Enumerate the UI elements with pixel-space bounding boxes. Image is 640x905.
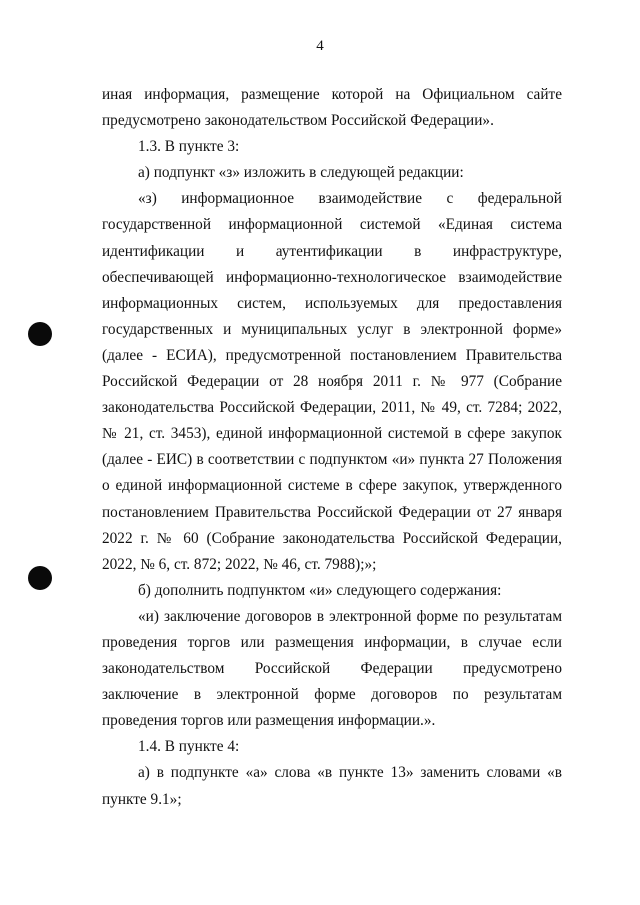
paragraph-quoted-i: «и) заключение договоров в электронной форме по результатам проведения торгов или размещения информации, в случае если законодательством Российской Федерации предусмотрено заключение в электронной форме договоров по результатам проведения торгов или размещения информации.». <box>102 607 562 730</box>
paragraph-section-1-3: 1.3. В пункте 3: <box>138 138 240 156</box>
document-body <box>102 82 562 813</box>
page-number: 4 <box>316 38 324 54</box>
paragraph-subitem-b: б) дополнить подпунктом «и» следующего содержания: <box>138 581 502 599</box>
paragraph-subitem-a-2: а) в подпункте «а» слова «в пункте 13» заменить словами «в пункте 9.1»; <box>102 764 562 808</box>
paragraph-continuation: иная информация, размещение которой на Официальном сайте предусмотрено законодательством Российской Федерации». <box>102 86 562 130</box>
paragraph-subitem-a: а) подпункт «з» изложить в следующей редакции: <box>138 164 464 182</box>
punch-hole-mark <box>28 566 52 590</box>
punch-hole-mark <box>28 322 52 346</box>
paragraph-quoted-z: «з) информационное взаимодействие с федеральной государственной информационной системой «Единая система идентификации и аутентификации в инфраструктуре, обеспечивающей информационно-технологическое взаимодействие информационных систем, используемых для предоставления государственных и муниципальных услуг в электронной форме» (далее - ЕСИА), предусмотренной постановлением Правительства Российской Федерации от 28 ноября 2011 г. № 977 (Собрание законодательства Российской Федерации, 2011, № 49, ст. 7284; 2022, № 21, ст. 3453), единой информационной системой в сфере закупок (далее - ЕИС) в соответствии с подпунктом «и» пункта 27 Положения о единой информационной системе в сфере закупок, утвержденного постановлением Правительства Российской Федерации от 27 января 2022 г. № 60 (Собрание законодательства Российской Федерации, 2022, № 6, ст. 872; 2022, № 46, ст. 7988);»; <box>102 190 562 573</box>
paragraph-section-1-4: 1.4. В пункте 4: <box>138 738 240 756</box>
